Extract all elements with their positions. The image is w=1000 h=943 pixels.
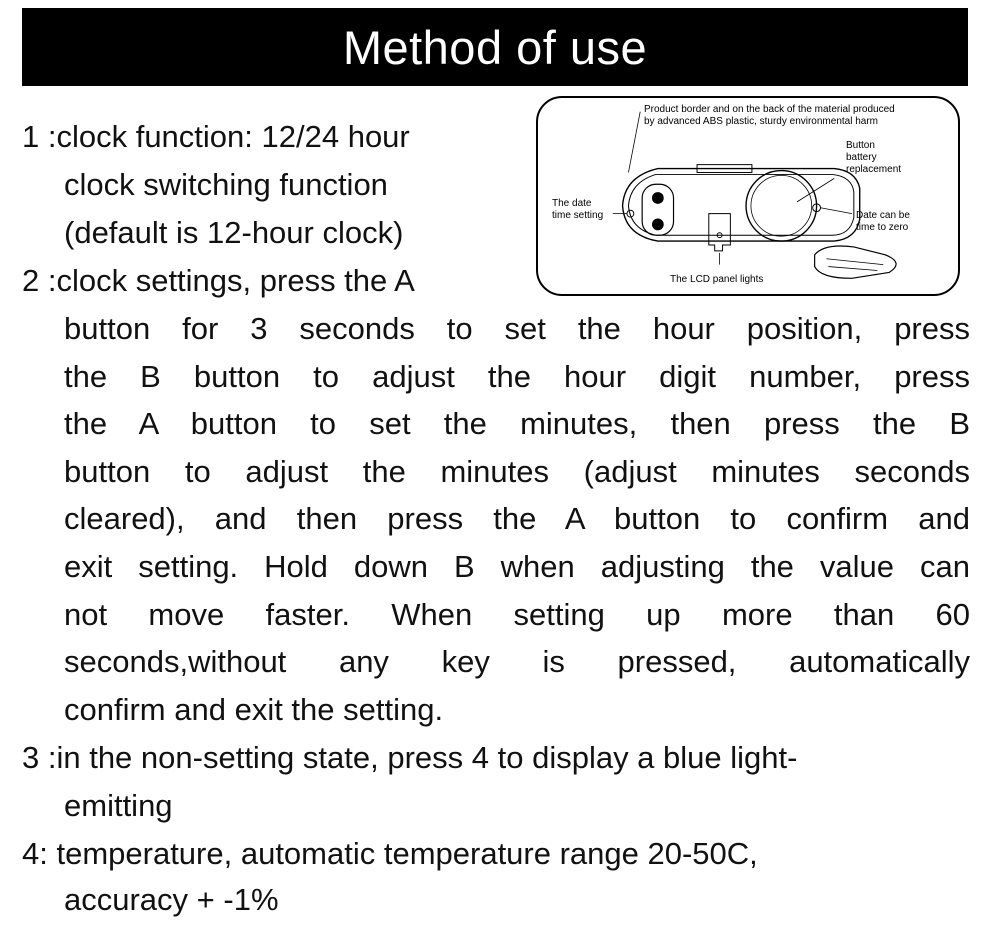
item2-text-line: the B button to adjust the hour digit number, press (64, 358, 970, 394)
item2-line1: 2 :clock settings, press the A (22, 263, 415, 298)
device-diagram (536, 96, 960, 296)
item2-text-line: not move faster. When setting up more than 60 (64, 596, 970, 632)
item3-line2: emitting (64, 788, 173, 823)
lcd-label: The LCD panel lights (670, 274, 764, 285)
button-battery-label: Button battery replacement (846, 140, 902, 175)
zero-label: Date can be time to zero (856, 210, 910, 233)
border-label: Product border and on the back of the material produced by advanced ABS plastic, sturdy environmental harm (644, 104, 895, 127)
date-time-label: The date time setting (552, 198, 604, 221)
item4-line1: 4: temperature, automatic temperature range 20-50C, (22, 836, 758, 871)
item2-text-line: button to adjust the minutes (adjust minutes seconds (64, 453, 970, 489)
item1-line2: clock switching function (64, 167, 388, 202)
item2-text-line: cleared), and then press the A button to confirm and (64, 501, 970, 537)
item2-text-line: the A button to set the minutes, then press the B (64, 406, 970, 442)
page-title: Method of use (342, 20, 648, 74)
item2-text-line: button for 3 seconds to set the hour position, press (64, 311, 970, 346)
title-banner (22, 8, 968, 86)
item3-line1: 3 :in the non-setting state, press 4 to display a blue light- (22, 740, 798, 775)
item2-text-line: exit setting. Hold down B when adjusting the value can (64, 548, 970, 584)
item2-text-line: seconds,without any key is pressed, automatically (64, 644, 970, 680)
item1-line1: 1 :clock function: 12/24 hour (22, 119, 410, 154)
item2-paragraph (64, 305, 970, 733)
item1-line3: (default is 12-hour clock) (64, 215, 404, 250)
item2-text-line: confirm and exit the setting. (64, 691, 444, 727)
item4-line2: accuracy + -1% (64, 882, 279, 917)
